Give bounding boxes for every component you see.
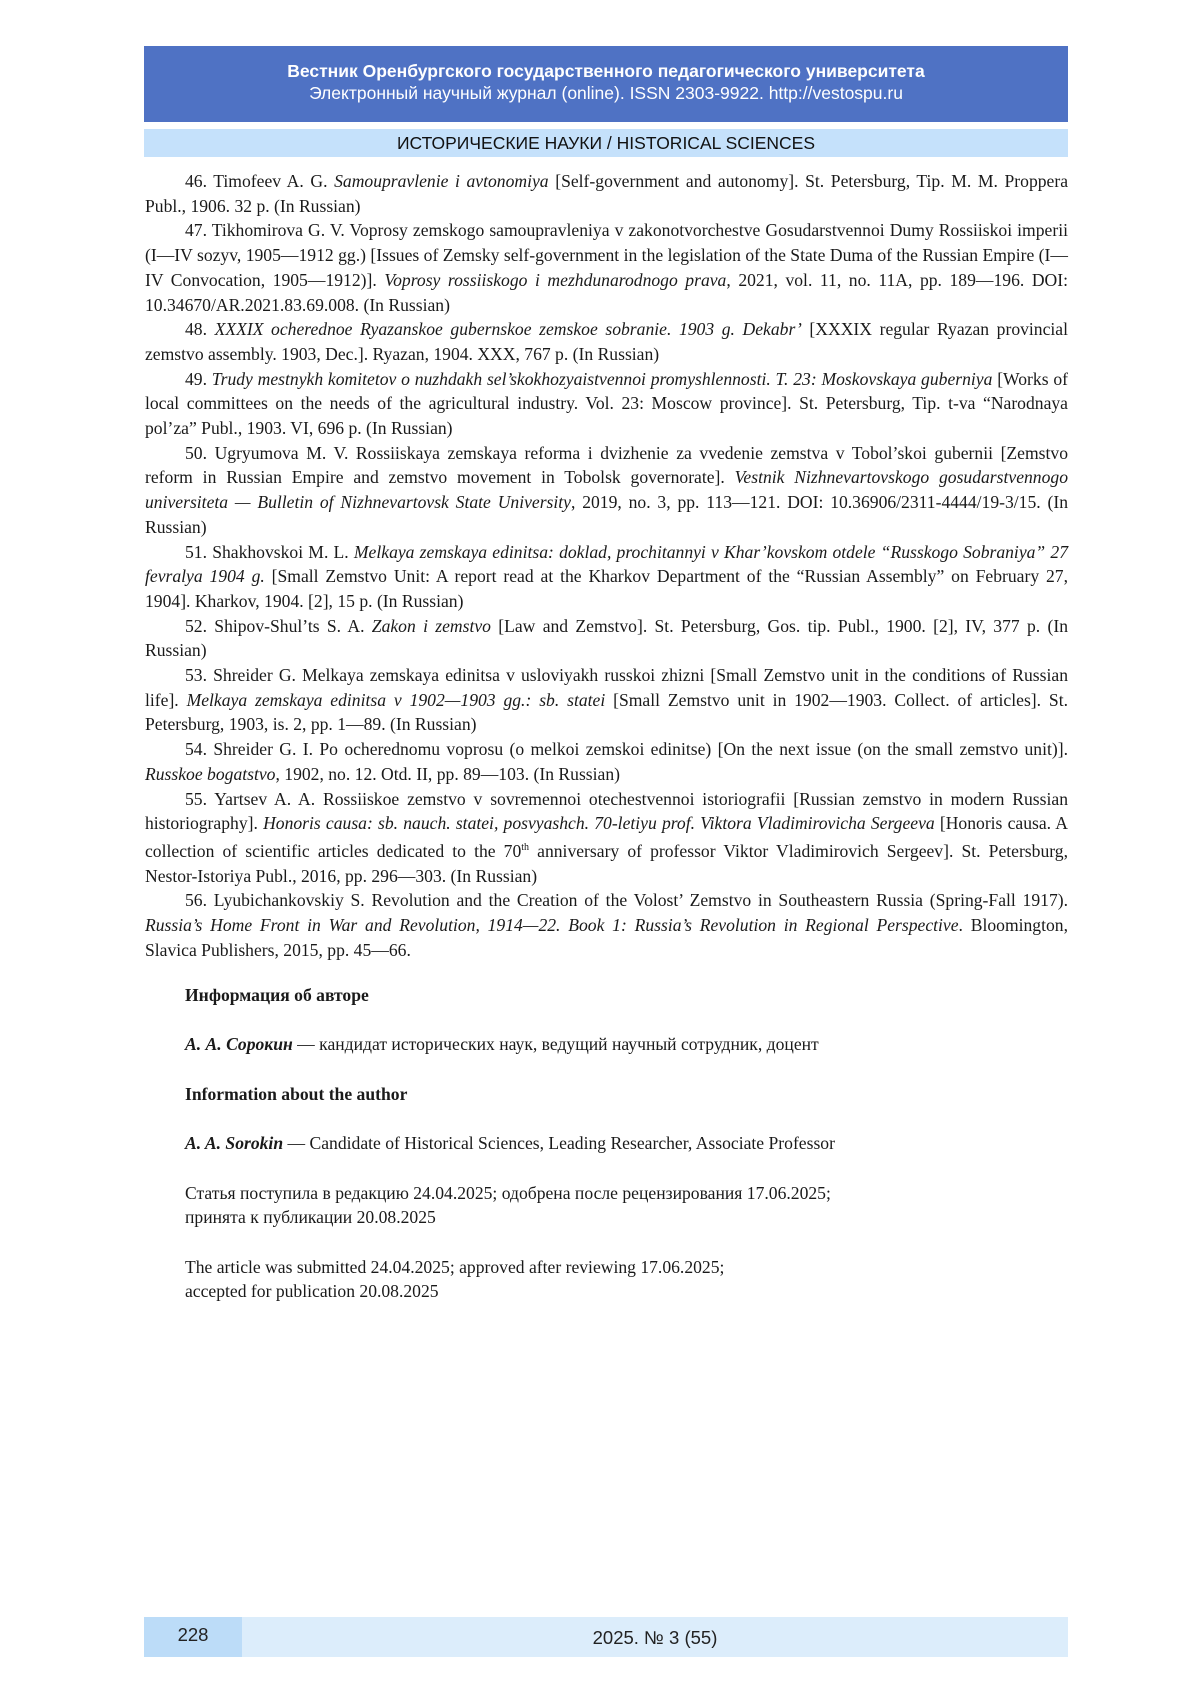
reference-item: 47. Tikhomirova G. V. Voprosy zemskogo samoupravleniya v zakonotvorchestve Gosudarstvennoi Dumy Rossiiskoi imperii (I—IV sozyv, 1905—1912 gg.) [Issues of Zemsky self-government in the legislation of the State Duma of the Russian Empire (I—IV Convocation, 1905—1912)]. Voprosy rossiiskogo i mezhdunarodnogo prava, 2021, vol. 11, no. 11A, pp. 189—196. DOI: 10.34670/AR.2021.83.69.008. (In Russian) <box>145 220 1068 315</box>
reference-item: 56. Lyubichankovskiy S. Revolution and the Creation of the Volost’ Zemstvo in Southeastern Russia (Spring-Fall 1917). Russia’s Home Front in War and Revolution, 1914—22. Book 1: Russia’s Revolution in Regional Perspective. Bloomington, Slavica Publishers, 2015, pp. 45—66. <box>145 890 1068 960</box>
issue-label: 2025. № 3 (55) <box>592 1627 718 1648</box>
dates-ru-line-2: принята к публикации 20.08.2025 <box>185 1207 436 1228</box>
reference-item: 53. Shreider G. Melkaya zemskaya edinitsa v usloviyakh russkoi zhizni [Small Zemstvo unit in the conditions of Russian life]. Melkaya zemskaya edinitsa v 1902—1903 gg.: sb. statei [Small Zemstvo unit in 1902—1903. Collect. of articles]. St. Petersburg, 1903, is. 2, pp. 1—89. (In Russian) <box>145 665 1068 735</box>
reference-item: 46. Timofeev A. G. Samoupravlenie i avtonomiya [Self-government and autonomy]. St. Petersburg, Tip. M. M. Proppera Publ., 1906. 32 p. (In Russian) <box>145 171 1069 216</box>
author-name-ru: А. А. Сорокин <box>185 1034 293 1055</box>
author-line-ru: А. А. Сорокин — кандидат исторических наук, ведущий научный сотрудник, доцент <box>185 1034 819 1055</box>
dates-en-line-1: The article was submitted 24.04.2025; approved after reviewing 17.06.2025; <box>185 1256 725 1277</box>
page-footer <box>144 1617 1068 1657</box>
reference-item: 48. XXXIX ocherednoe Ryazanskoe gubernskoe zemskoe sobranie. 1903 g. Dekabr’ [XXXIX regular Ryazan provincial zemstvo assembly. 1903, Dec.]. Ryazan, 1904. XXX, 767 p. (In Russian) <box>145 319 1068 364</box>
reference-item: 51. Shakhovskoi M. L. Melkaya zemskaya edinitsa: doklad, prochitannyi v Khar’kovskom otdele “Russkogo Sobraniya” 27 fevralya 1904 g. [Small Zemstvo Unit: A report read at the Kharkov Department of the “Russian Assembly” on February 27, 1904]. Kharkov, 1904. [2], 15 p. (In Russian) <box>145 541 1069 611</box>
author-line-en: A. A. Sorokin — Candidate of Historical Sciences, Leading Researcher, Associate Professor <box>185 1133 835 1154</box>
journal-title: Вестник Оренбургского государственного педагогического университета <box>287 61 925 81</box>
reference-item: 54. Shreider G. I. Po ocherednomu voprosu (o melkoi zemskoi edinitse) [On the next issue (on the small zemstvo unit)]. Russkoe bogatstvo, 1902, no. 12. Otd. II, pp. 89—103. (In Russian) <box>145 739 1068 784</box>
reference-item: 52. Shipov-Shul’ts S. A. Zakon i zemstvo [Law and Zemstvo]. St. Petersburg, Gos. tip. Publ., 1900. [2], IV, 377 p. (In Russian) <box>145 615 1069 661</box>
journal-header-banner <box>144 46 1068 122</box>
reference-list <box>145 169 1068 962</box>
author-name-en: A. A. Sorokin <box>185 1133 284 1154</box>
journal-subtitle: Электронный научный журнал (online). ISSN 2303-9922. http://vestospu.ru <box>309 83 903 103</box>
author-heading-ru: Информация об авторе <box>185 985 369 1005</box>
page-number: 228 <box>144 1617 242 1657</box>
author-heading-en: Information about the author <box>185 1083 408 1104</box>
reference-item: 50. Ugryumova M. V. Rossiiskaya zemskaya reforma i dvizhenie za vvedenie zemstva v Tobol’skoi gubernii [Zemstvo reform in Russian Empire and zemstvo movement in Tobolsk governorate]. Vestnik Nizhnevartovskogo gosudarstvennogo universiteta — Bulletin of Nizhnevartovsk State University, 2019, no. 3, pp. 113—121. DOI: 10.36906/2311-4444/19-3/15. (In Russian) <box>145 442 1068 537</box>
section-title: ИСТОРИЧЕСКИЕ НАУКИ / HISTORICAL SCIENCES <box>144 129 1068 157</box>
dates-ru-line-1: Статья поступила в редакцию 24.04.2025; одобрена после рецензирования 17.06.2025; <box>185 1182 831 1203</box>
author-info-block <box>185 983 1065 1304</box>
dates-en-line-2: accepted for publication 20.08.2025 <box>185 1281 439 1302</box>
reference-item: 55. Yartsev A. A. Rossiiskoe zemstvo v sovremennoi otechestvennoi istoriografii [Russian zemstvo in modern Russian historiography]. Honoris causa: sb. nauch. statei, posvyashch. 70-letiyu prof. Viktora Vladimirovicha Sergeeva [Honoris causa. A collection of scientific articles dedicated to the 70th anniversary of professor Viktor Vladimirovich Sergeev]. St. Petersburg, Nestor-Istoriya Publ., 2016, pp. 296—303. (In Russian) <box>145 788 1068 886</box>
reference-item: 49. Trudy mestnykh komitetov o nuzhdakh sel’skokhozyaistvennoi promyshlennosti. T. 23: Moskovskaya guberniya [Works of local committees on the needs of the agricultural industry. Vol. 23: Moscow province]. St. Petersburg, Tip. t-va “Narodnaya pol’za” Publ., 1903. VI, 696 p. (In Russian) <box>145 368 1068 439</box>
